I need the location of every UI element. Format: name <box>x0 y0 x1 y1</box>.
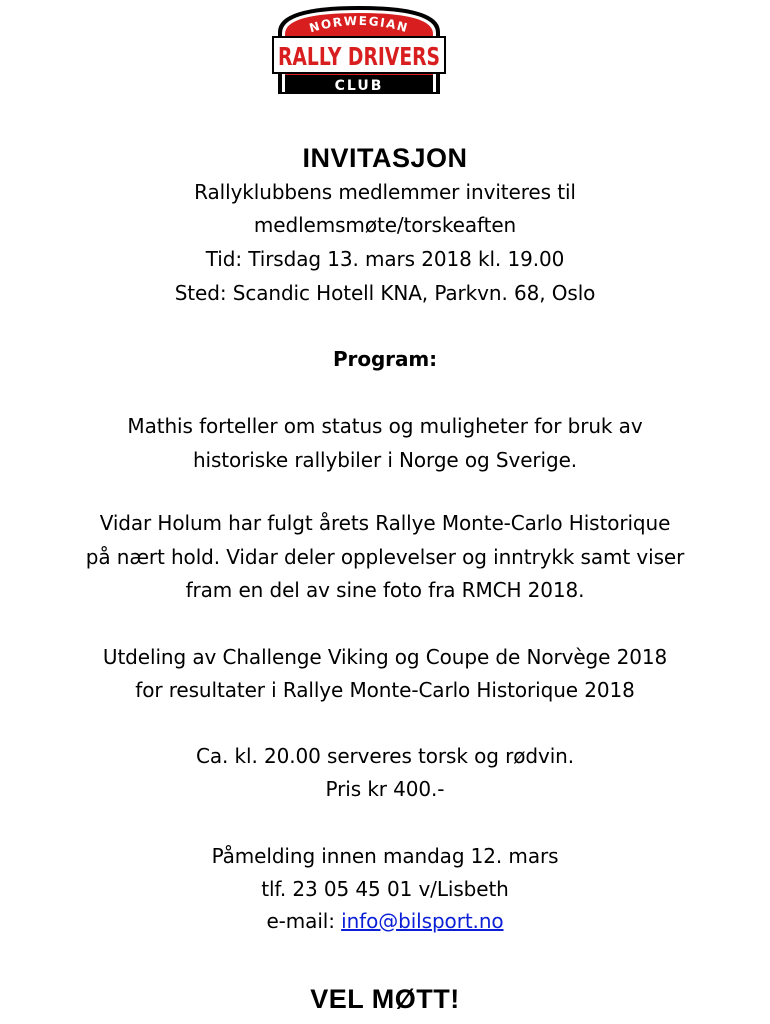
closing-greeting: VEL MØTT! <box>310 984 460 1014</box>
program-item-2-line-2: på nært hold. Vidar deler opplevelser og inntrykk samt viser <box>85 545 685 569</box>
dinner-info: Ca. kl. 20.00 serveres torsk og rødvin. <box>196 744 574 768</box>
program-item-3-line-2: for resultater i Rallye Monte-Carlo Historique 2018 <box>135 678 635 702</box>
logo-graphic <box>264 4 454 96</box>
registration-email-line <box>0 905 770 937</box>
invitation-intro-line-1: Rallyklubbens medlemmer inviteres til <box>194 180 576 204</box>
invitation-intro-line-2: medlemsmøte/torskeaften <box>253 213 517 237</box>
program-heading: Program: <box>333 347 437 371</box>
program-item-2-line-1: Vidar Holum har fulgt årets Rallye Monte-Carlo Historique <box>99 511 671 535</box>
program-item-1-line-2: historiske rallybiler i Norge og Sverige. <box>192 448 578 472</box>
email-label: e-mail: <box>266 909 342 933</box>
email-link[interactable]: info@bilsport.no <box>341 909 504 933</box>
program-item-2-line-3: fram en del av sine foto fra RMCH 2018. <box>185 578 585 602</box>
club-logo <box>264 4 454 96</box>
registration-deadline: Påmelding innen mandag 12. mars <box>211 844 559 868</box>
event-place: Sted: Scandic Hotell KNA, Parkvn. 68, Oslo <box>174 281 596 305</box>
event-time: Tid: Tirsdag 13. mars 2018 kl. 19.00 <box>205 247 565 271</box>
invitation-title: INVITASJON <box>302 143 468 173</box>
registration-phone: tlf. 23 05 45 01 v/Lisbeth <box>261 877 509 901</box>
logo-main-text: RALLY DRIVERS <box>278 42 440 71</box>
program-item-1-line-1: Mathis forteller om status og muligheter for bruk av <box>127 414 643 438</box>
logo-top-text: NORWEGIAN <box>307 13 411 36</box>
program-item-3-line-1: Utdeling av Challenge Viking og Coupe de Norvège 2018 <box>102 645 668 669</box>
dinner-price: Pris kr 400.- <box>325 777 445 801</box>
logo-bottom-text: CLUB <box>334 78 384 94</box>
